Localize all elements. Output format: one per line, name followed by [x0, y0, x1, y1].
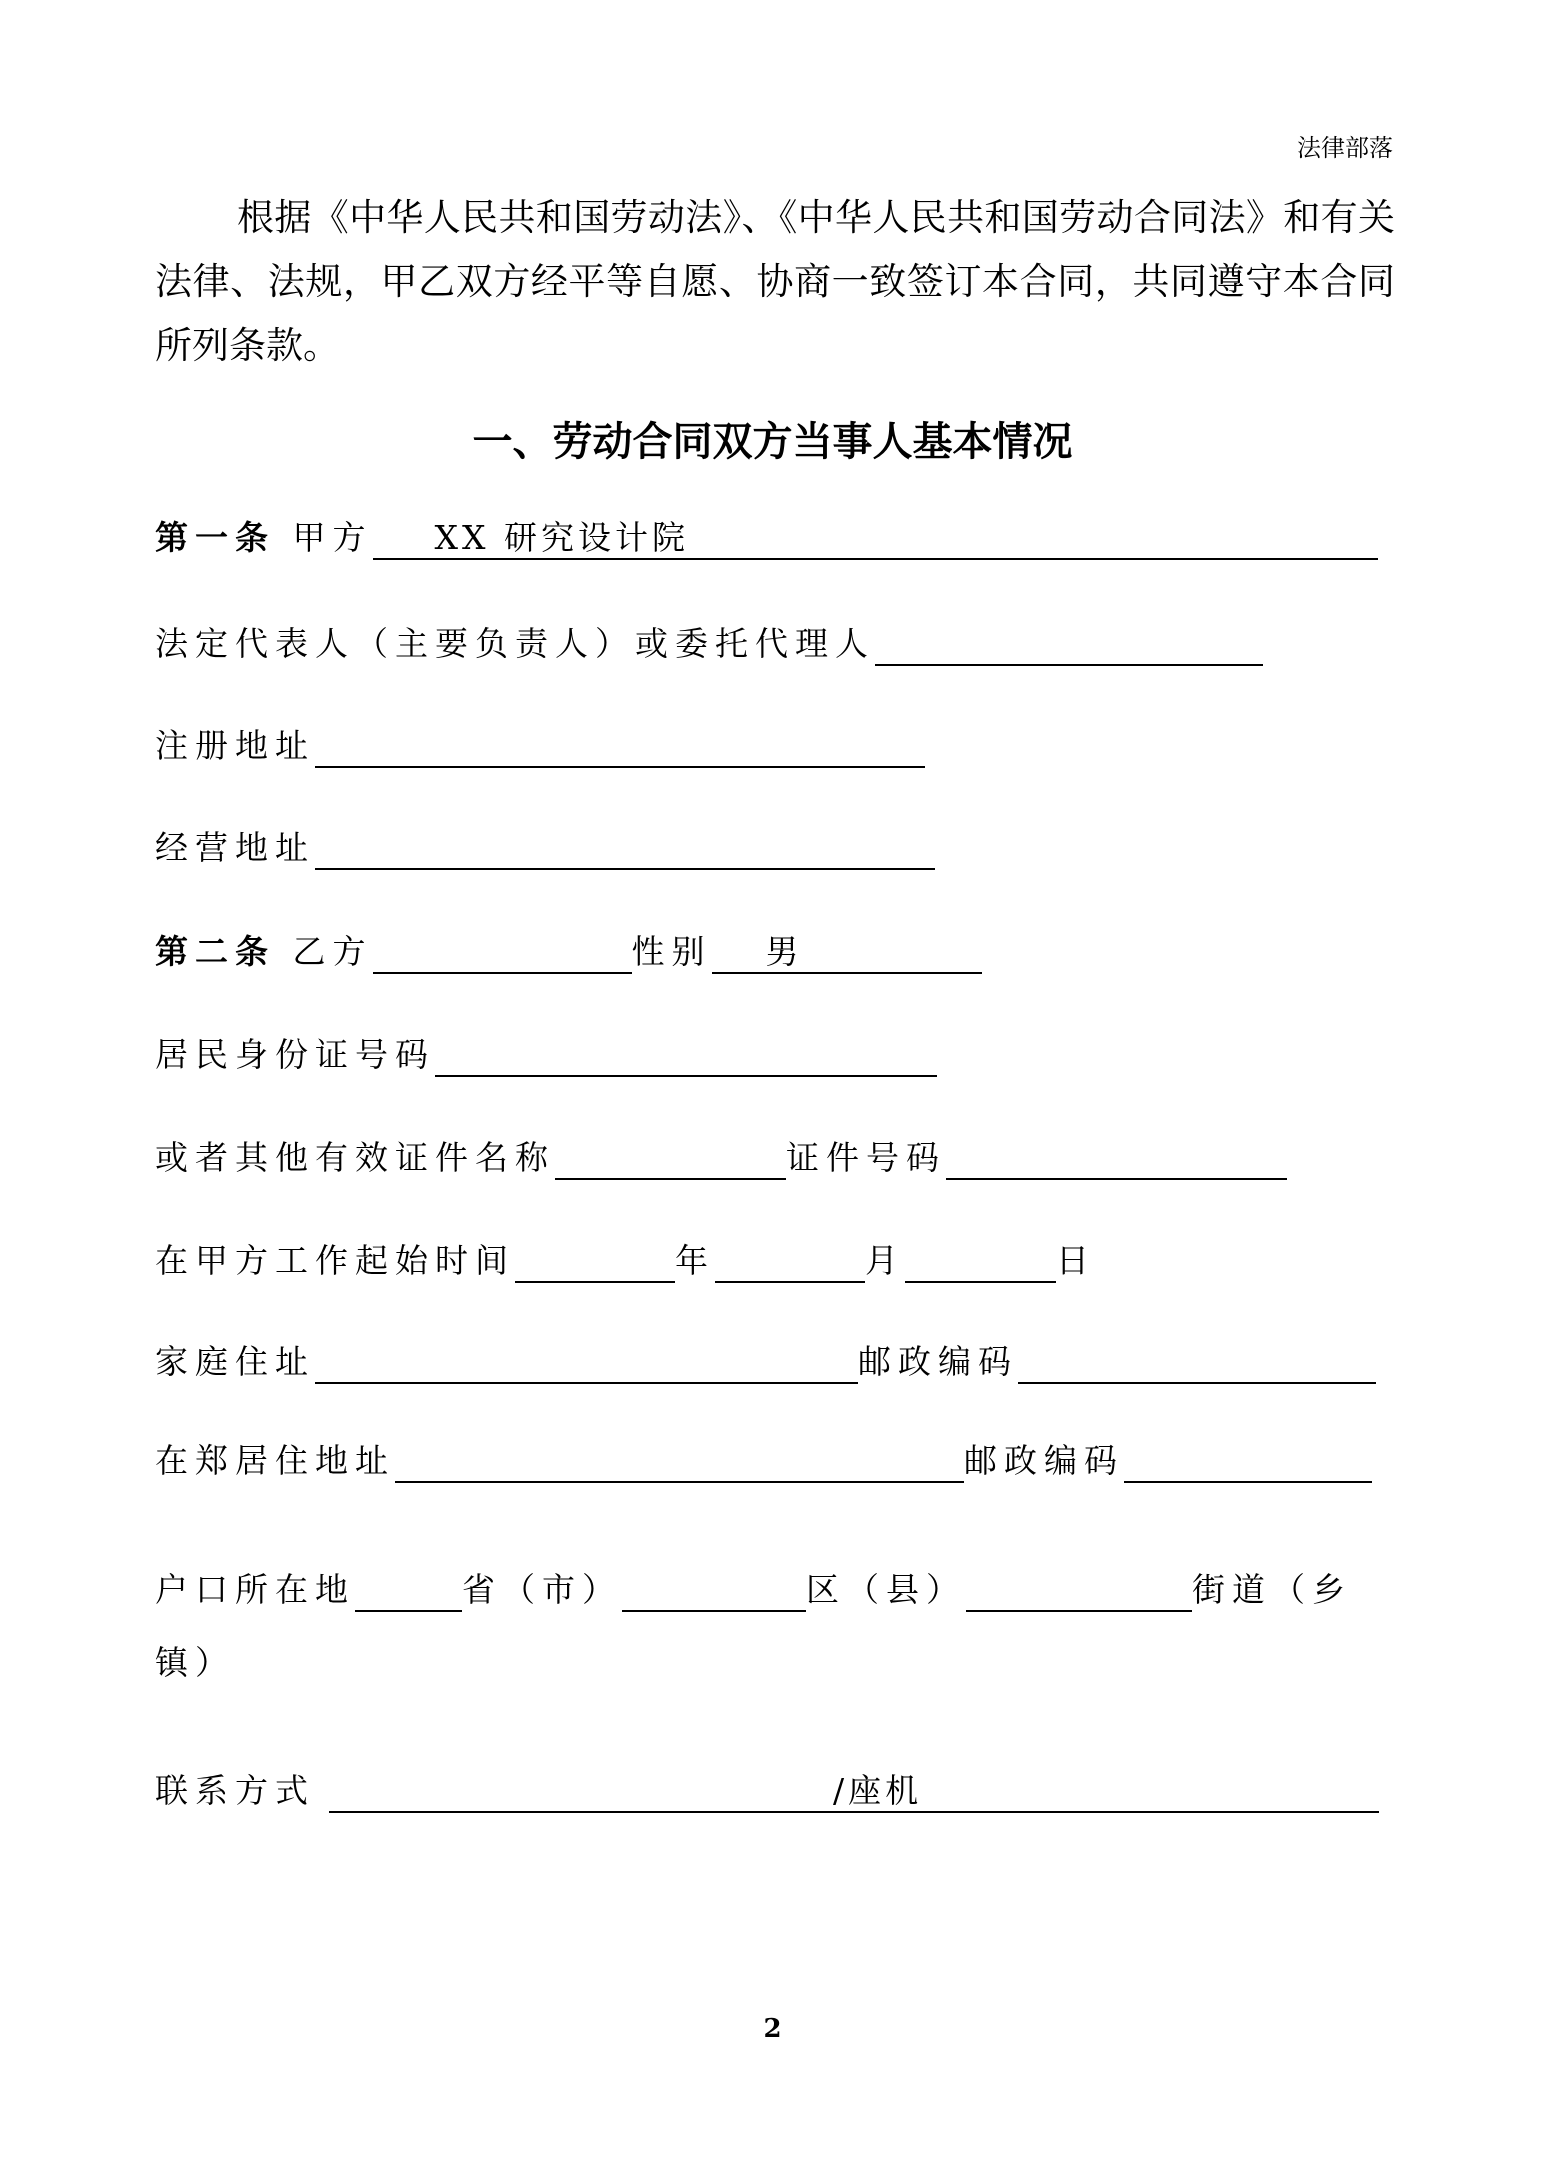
province-label: 省（市） [462, 1570, 622, 1609]
start-row [155, 1239, 1096, 1283]
contact-field[interactable]: /座机 [329, 1769, 1379, 1813]
id-no-label: 证件号码 [786, 1138, 946, 1177]
header-brand: 法律部落 [1297, 134, 1393, 162]
local-label: 在郑居住地址 [155, 1441, 395, 1480]
party-a-row [155, 516, 1378, 560]
gender-label: 性别 [631, 932, 712, 971]
party-b-row [155, 930, 982, 974]
other-id-row [155, 1136, 1287, 1180]
gender-field[interactable]: 男 [712, 930, 982, 974]
party-a-field[interactable]: XX 研究设计院 [373, 516, 1378, 560]
id-row [155, 1033, 937, 1077]
hukou-row [155, 1568, 1352, 1612]
rep-field[interactable] [875, 622, 1263, 666]
biz-row [155, 826, 935, 870]
intro-paragraph: 根据《中华人民共和国劳动法》、《中华人民共和国劳动合同法》和有关法律、法规，甲乙双方经平等自愿、协商一致签订本合同，共同遵守本合同所列条款。 [155, 196, 1395, 367]
street-field[interactable] [966, 1568, 1192, 1612]
year-field[interactable] [515, 1239, 675, 1283]
id-label: 居民身份证号码 [155, 1035, 435, 1074]
home-postcode-field[interactable] [1018, 1340, 1376, 1384]
district-label: 区（县） [806, 1570, 966, 1609]
other-id-label: 或者其他有效证件名称 [155, 1138, 555, 1177]
home-field[interactable] [315, 1340, 858, 1384]
rep-row [155, 622, 1263, 666]
page-number: 2 [763, 2014, 782, 2044]
day-field[interactable] [905, 1239, 1056, 1283]
id-field[interactable] [435, 1033, 937, 1077]
biz-field[interactable] [315, 826, 935, 870]
contact-label: 联系方式 [155, 1771, 315, 1810]
day-label: 日 [1056, 1241, 1096, 1280]
reg-row [155, 724, 925, 768]
rep-label: 法定代表人（主要负责人）或委托代理人 [155, 624, 875, 663]
month-field[interactable] [715, 1239, 865, 1283]
party-b-field[interactable] [373, 930, 632, 974]
reg-label: 注册地址 [155, 726, 315, 765]
postcode-label: 邮政编码 [858, 1342, 1018, 1381]
postcode-label: 邮政编码 [964, 1441, 1124, 1480]
biz-label: 经营地址 [155, 828, 315, 867]
district-field[interactable] [622, 1568, 806, 1612]
party-b-label: 乙方 [292, 932, 373, 971]
street-label: 街道（乡 [1192, 1570, 1352, 1609]
local-row [155, 1439, 1372, 1483]
town-row [155, 1641, 235, 1685]
start-label: 在甲方工作起始时间 [155, 1241, 515, 1280]
month-label: 月 [865, 1241, 905, 1280]
local-field[interactable] [395, 1439, 964, 1483]
province-field[interactable] [355, 1568, 462, 1612]
other-id-field[interactable] [555, 1136, 786, 1180]
hukou-label: 户口所在地 [155, 1570, 355, 1609]
contact-row [155, 1769, 1379, 1813]
town-label: 镇） [155, 1643, 235, 1682]
year-label: 年 [675, 1241, 715, 1280]
article-label: 第一条 [155, 518, 275, 557]
reg-field[interactable] [315, 724, 925, 768]
home-row [155, 1340, 1376, 1384]
local-postcode-field[interactable] [1124, 1439, 1372, 1483]
home-label: 家庭住址 [155, 1342, 315, 1381]
article-label: 第二条 [155, 932, 275, 971]
section-title: 一、劳动合同双方当事人基本情况 [472, 419, 1073, 465]
party-a-label: 甲方 [292, 518, 373, 557]
id-no-field[interactable] [946, 1136, 1287, 1180]
